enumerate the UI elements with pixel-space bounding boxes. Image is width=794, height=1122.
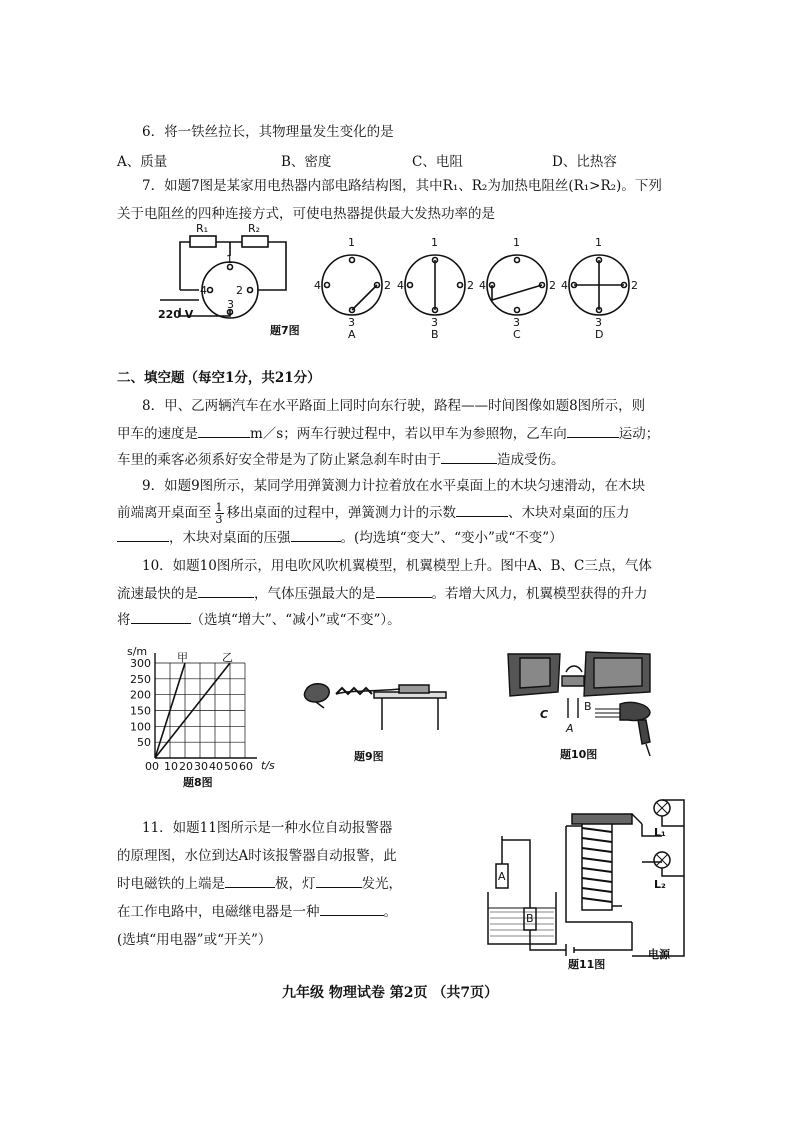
q10-line2	[117, 584, 648, 604]
q9-fraction	[215, 502, 224, 525]
fig7c-terminal-3: 3	[513, 316, 520, 329]
q11-blank-1[interactable]	[225, 875, 275, 888]
fig9-figure	[296, 680, 446, 770]
q10-blank-3[interactable]	[131, 611, 191, 624]
q9-line1: 9．如题9图所示，某同学用弹簧测力计拉着放在水平桌面上的木块匀速滑动，在木块	[142, 478, 646, 494]
q9-fraction-numerator: 1	[215, 501, 223, 514]
fig7d-terminal-2: 2	[631, 279, 638, 292]
fig7-terminal-1: 1	[226, 253, 233, 266]
fig8-xtick-label: 30	[194, 760, 208, 773]
fig8-ytick-label: 300	[130, 657, 151, 670]
fig7c-terminal-4: 4	[479, 279, 486, 292]
fig7c-terminal-2: 2	[549, 279, 556, 292]
q8-line3-text-a: 车里的乘客必须系好安全带是为了防止紧急刹车时由于	[117, 452, 441, 468]
fig11-label-l1: L₁	[654, 826, 666, 839]
q9-fraction-denominator: 3	[215, 513, 223, 526]
fig7d-terminal-3: 3	[595, 316, 602, 329]
fig8-chart	[125, 645, 290, 795]
q8-blank-1[interactable]	[198, 425, 250, 438]
q8-line2-text-a: 甲车的速度是	[117, 426, 198, 442]
fig8-ytick-label: 150	[130, 704, 151, 718]
fig8-label-yi: 乙	[222, 651, 233, 664]
fig11-label-b: B	[526, 912, 534, 925]
q10-line2-text-c: 。若增大风力，机翼模型获得的升力	[431, 586, 648, 602]
fig7a-terminal-3: 3	[348, 316, 355, 329]
fig7-option-c-label: C	[513, 328, 521, 341]
q9-line2-text-c: 、木块对桌面的压力	[508, 505, 630, 521]
fig8-xtick-label: 50	[224, 760, 238, 773]
fig7b-terminal-4: 4	[397, 279, 404, 292]
q9-blank-3[interactable]	[291, 529, 341, 542]
q7-stem-line1: 7．如题7图是某家用电热器内部电路结构图，其中R₁、R₂为加热电阻丝(R₁>R₂)。下列	[142, 178, 662, 194]
section-2-title: 二、填空题（每空1分，共21分）	[117, 370, 321, 386]
fig8-ytick-label: 50	[137, 736, 151, 750]
q11-line3-text-b: 极，灯	[275, 876, 316, 892]
q8-line3	[117, 450, 565, 470]
q9-line2-text-a: 前端离开桌面至	[117, 505, 212, 521]
fig11-figure	[478, 796, 688, 976]
q11-line4-text-a: 在工作电路中，电磁继电器是一种	[117, 904, 320, 920]
fig7b-terminal-1: 1	[431, 236, 438, 249]
q9-line2-text-b: 移出桌面的过程中，弹簧测力计的示数	[226, 505, 456, 521]
fig8-xlabel: t/s	[261, 759, 275, 772]
q10-line3-text-a: 将	[117, 612, 131, 628]
q11-line3-text-a: 时电磁铁的上端是	[117, 876, 225, 892]
fig7d-terminal-4: 4	[561, 279, 568, 292]
fig8-ylabel: s/m	[127, 645, 148, 658]
q11-line2: 的原理图，水位到达A时该报警器自动报警，此	[117, 848, 397, 864]
fig7c-terminal-1: 1	[513, 236, 520, 249]
q10-blank-1[interactable]	[198, 585, 254, 598]
fig7-terminal-2: 2	[236, 284, 243, 297]
q11-line3	[117, 874, 402, 894]
q6-stem: 6．将一铁丝拉长，其物理量发生变化的是	[142, 124, 394, 140]
fig7a-terminal-4: 4	[314, 279, 321, 292]
fig7-caption: 题7图	[270, 324, 300, 337]
fig8-xtick-label: 40	[209, 760, 223, 773]
q6-option-a: A、质量	[117, 154, 168, 170]
q9-line2	[117, 502, 630, 525]
q11-line4-text-b: 。	[383, 904, 397, 920]
q9-blank-2[interactable]	[117, 529, 169, 542]
fig7-label-r1: R₁	[196, 222, 209, 235]
fig8-xtick-label: 60	[239, 760, 253, 773]
fig11-caption: 题11图	[568, 958, 606, 971]
fig7-option-a-label: A	[348, 328, 356, 341]
q8-line1: 8．甲、乙两辆汽车在水平路面上同时向东行驶，路程——时间图像如题8图所示，则	[142, 398, 646, 414]
q6-option-b: B、密度	[281, 154, 332, 170]
q11-blank-2[interactable]	[316, 875, 362, 888]
fig11-power-label: 电源	[648, 948, 670, 961]
page-footer: 九年级 物理试卷 第2页 （共7页）	[282, 985, 499, 1001]
fig8-caption: 题8图	[183, 776, 213, 789]
q10-line3	[117, 610, 401, 630]
q10-line3-text-b: （选填“增大”、“减小”或“不变”）。	[190, 612, 401, 628]
fig11-label-a: A	[498, 870, 506, 883]
q8-line3-text-b: 造成受伤。	[497, 452, 565, 468]
fig10-caption: 题10图	[560, 748, 598, 761]
fig7-voltage: 220 V	[158, 308, 194, 321]
q11-line5: (选填“用电器”或“开关”）	[117, 932, 272, 948]
fig8-xtick-label: 10	[164, 760, 178, 773]
fig7-terminal-4: 4	[200, 284, 207, 297]
q10-line1: 10．如题10图所示，用电吹风吹机翼模型，机翼模型上升。图中A、B、C三点，气体	[142, 558, 652, 574]
fig8-xtick-label: 0	[152, 760, 159, 773]
q9-line3-text-a: ，木块对桌面的压强	[169, 530, 291, 546]
q9-blank-1[interactable]	[456, 504, 508, 517]
q8-blank-3[interactable]	[441, 451, 497, 464]
fig7a-terminal-2: 2	[384, 279, 391, 292]
q10-line2-text-a: 流速最快的是	[117, 586, 198, 602]
fig7-terminal-3: 3	[227, 298, 234, 311]
q8-line2-text-b: m／s；两车行驶过程中，若以甲车为参照物，乙车向	[250, 426, 567, 442]
q8-line2-text-c: 运动；	[618, 426, 660, 442]
fig10-label-c: C	[540, 708, 549, 721]
fig8-ytick-label: 200	[130, 688, 151, 702]
fig8-label-jia: 甲	[177, 651, 188, 664]
fig10-label-b: B	[584, 700, 592, 713]
fig7d-terminal-1: 1	[595, 236, 602, 249]
q9-line3-text-b: 。(均选填“变大”、“变小”或“不变”）	[340, 530, 563, 546]
q11-line1: 11．如题11图所示是一种水位自动报警器	[142, 820, 393, 836]
fig9-caption: 题9图	[354, 750, 384, 763]
fig10-figure	[500, 646, 660, 771]
q11-blank-3[interactable]	[320, 903, 384, 916]
q7-stem-line2: 关于电阻丝的四种连接方式，可使电热器提供最大发热功率的是	[117, 206, 495, 222]
fig8-ytick-label: 250	[130, 672, 151, 686]
q8-blank-2[interactable]	[567, 425, 619, 438]
fig8-xtick-label: 20	[179, 760, 193, 773]
fig7-option-d-label: D	[595, 328, 604, 341]
fig7-label-r2: R₂	[248, 222, 261, 235]
fig11-label-l2: L₂	[654, 878, 666, 891]
fig7a-terminal-1: 1	[348, 236, 355, 249]
fig7b-terminal-2: 2	[467, 279, 474, 292]
q6-option-c: C、电阻	[412, 154, 463, 170]
q11-line3-text-c: 发光，	[361, 876, 402, 892]
q10-blank-2[interactable]	[376, 585, 432, 598]
q11-line4	[117, 902, 397, 922]
q9-line3	[117, 528, 563, 548]
q8-line2	[117, 424, 659, 444]
fig8-origin-label: 0	[145, 760, 152, 773]
q6-option-d: D、比热容	[552, 154, 617, 170]
q10-line2-text-b: ，气体压强最大的是	[254, 586, 376, 602]
fig7-circuit	[150, 222, 650, 345]
fig7b-terminal-3: 3	[431, 316, 438, 329]
fig10-label-a: A	[566, 722, 574, 735]
fig7-option-b-label: B	[431, 328, 439, 341]
fig8-ytick-label: 100	[130, 720, 151, 734]
